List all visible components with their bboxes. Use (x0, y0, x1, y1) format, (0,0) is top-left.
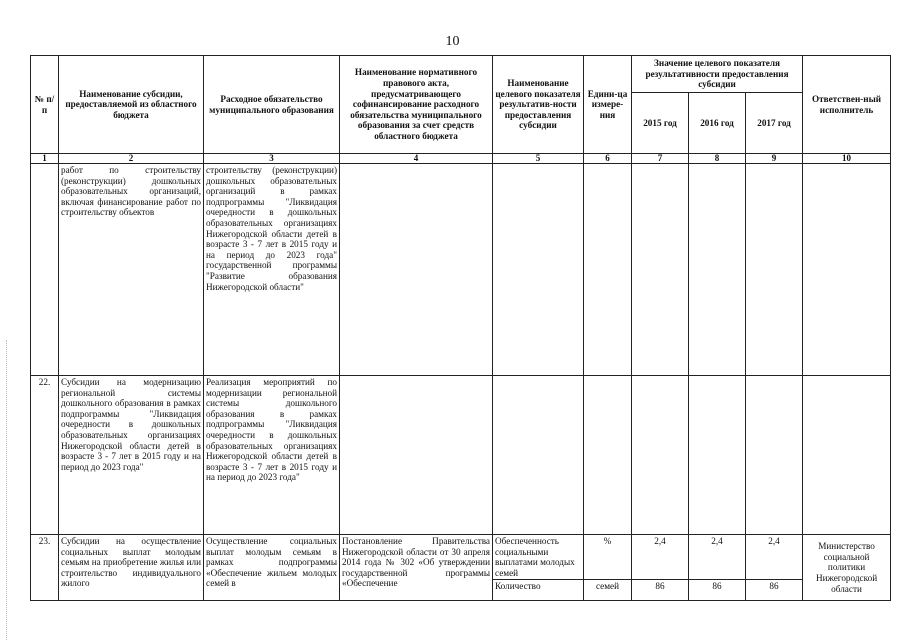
unit (584, 164, 632, 376)
legal-act (340, 376, 493, 535)
value-2016 (689, 164, 746, 376)
column-number: 4 (340, 154, 493, 164)
column-number: 8 (689, 154, 746, 164)
column-number: 6 (584, 154, 632, 164)
legal-act: Постановление Правительства Нижегородской области от 30 апреля 2014 года № 302 «Об утверждении государственной программы «Обеспечение (340, 535, 493, 601)
page-number: 10 (445, 34, 460, 49)
value-2015: 2,4 (632, 535, 689, 580)
subsidy-name: работ по строительству (реконструкции) дошкольных образовательных организаций, включая финансирование работ по строительству объектов (59, 164, 204, 376)
value-2017: 86 (746, 580, 803, 601)
executor: Министерство социальной политики Нижегородской области (803, 535, 891, 601)
header-year-2015: 2015 год (632, 93, 689, 154)
header-year-2016: 2016 год (689, 93, 746, 154)
indicator-name (493, 164, 584, 376)
indicator-name: Количество (493, 580, 584, 601)
header-col-number: № п/п (31, 56, 59, 154)
value-2016: 2,4 (689, 535, 746, 580)
table-row (31, 535, 891, 580)
indicator-name: Обеспеченность социальными выплатами молодых семей (493, 535, 584, 580)
value-2017: 2,4 (746, 535, 803, 580)
subsidy-table (30, 55, 891, 601)
header-col-obligation: Расходное обязательство муниципального образования (204, 56, 340, 154)
row-number: 23. (31, 535, 59, 601)
unit (584, 376, 632, 535)
unit: семей (584, 580, 632, 601)
column-number: 10 (803, 154, 891, 164)
header-col-unit: Едини-ца измере-ния (584, 56, 632, 154)
header-col-indicator: Наименование целевого показателя результатив-ности предоставления субсидии (493, 56, 584, 154)
column-number: 5 (493, 154, 584, 164)
scan-edge-artifact (6, 340, 8, 640)
table-row (31, 164, 891, 376)
indicator-name (493, 376, 584, 535)
header-col-legal-act: Наименование нормативного правового акта, предусматривающего софинансирование расходного обязательства муниципального образования за счет средств областного бюджета (340, 56, 493, 154)
value-2016 (689, 376, 746, 535)
value-2015: 86 (632, 580, 689, 601)
header-col-target-values: Значение целевого показателя результативности предоставления субсидии (632, 56, 803, 93)
header-col-executor: Ответствен-ный исполнитель (803, 56, 891, 154)
header-year-2017: 2017 год (746, 93, 803, 154)
row-number (31, 164, 59, 376)
executor (803, 376, 891, 535)
obligation-text: строительству (реконструкции) дошкольных образовательных организаций в рамках подпрограммы "Ликвидация очередности в дошкольных образовательных организациях Нижегородской области детей в возрасте 3 - 7 лет в 2015 году и на период до 2023 года" государственной программы "Развитие образования Нижегородской области" (204, 164, 340, 376)
header-row-top (31, 56, 891, 93)
value-2015 (632, 164, 689, 376)
executor (803, 164, 891, 376)
row-number: 22. (31, 376, 59, 535)
unit: % (584, 535, 632, 580)
table-row (31, 376, 891, 535)
value-2015 (632, 376, 689, 535)
column-number-row (31, 154, 891, 164)
obligation-text: Осуществление социальных выплат молодым семьям в рамках подпрограммы «Обеспечение жильем молодых семей в (204, 535, 340, 601)
column-number: 1 (31, 154, 59, 164)
value-2017 (746, 164, 803, 376)
value-2016: 86 (689, 580, 746, 601)
obligation-text: Реализация мероприятий по модернизации региональной системы дошкольного образования в рамках подпрограммы "Ликвидация очередности в дошкольных образовательных организациях Нижегородской области детей в возрасте 3 - 7 лет в 2015 году и на период до 2023 года" (204, 376, 340, 535)
legal-act (340, 164, 493, 376)
column-number: 2 (59, 154, 204, 164)
column-number: 9 (746, 154, 803, 164)
subsidy-name: Субсидии на модернизацию региональной системы дошкольного образования в рамках подпрограммы "Ликвидация очередности в дошкольных образовательных организациях Нижегородской области детей в возрасте 3 - 7 лет в 2015 году и на период до 2023 года" (59, 376, 204, 535)
value-2017 (746, 376, 803, 535)
column-number: 3 (204, 154, 340, 164)
subsidy-name: Субсидии на осуществление социальных выплат молодым семьям на приобретение жилья или строительство индивидуального жилого (59, 535, 204, 601)
column-number: 7 (632, 154, 689, 164)
header-col-subsidy: Наименование субсидии, предоставляемой из областного бюджета (59, 56, 204, 154)
